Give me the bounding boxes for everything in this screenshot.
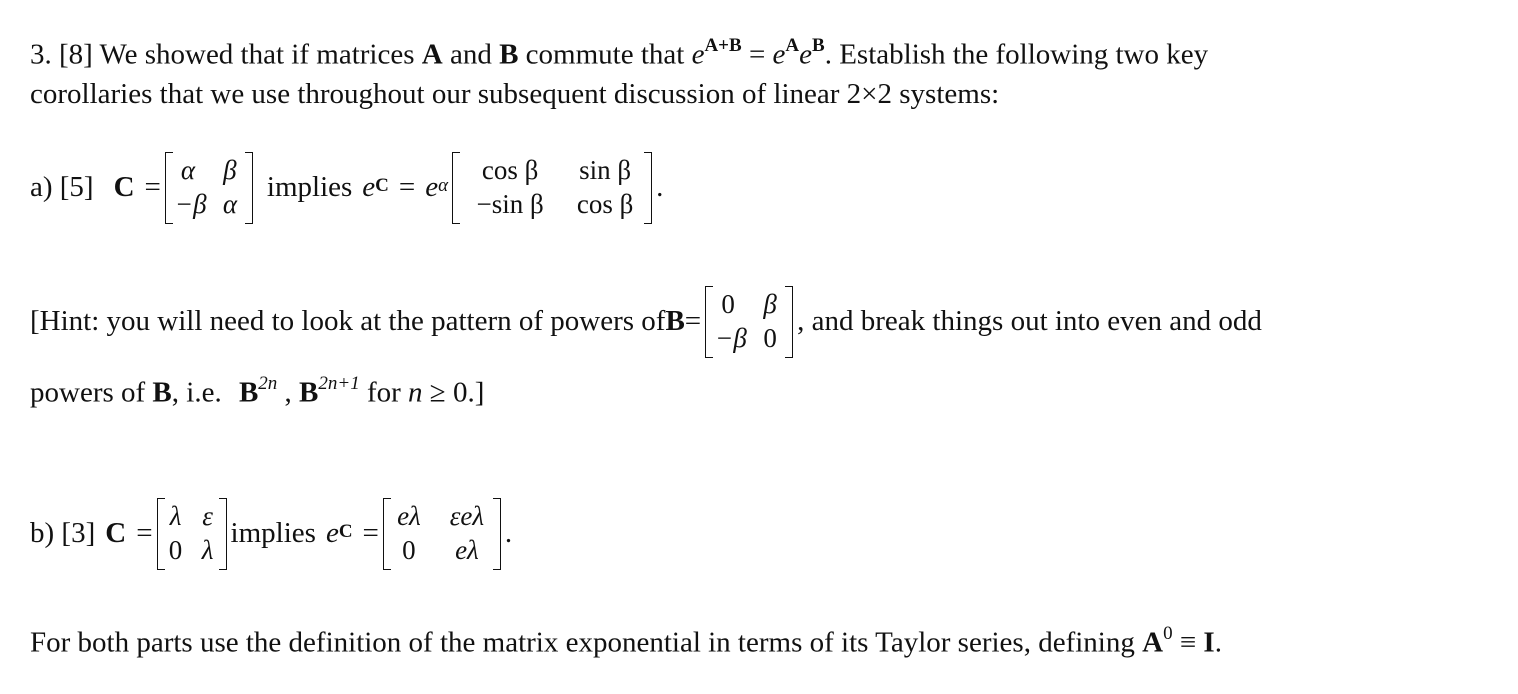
hint-line-1: [Hint: you will need to look at the pattern of powers of B = 0 β −β 0 , and break things out into even and odd (30, 286, 1262, 358)
rotation-matrix: cos β sin β −sin β cos β (452, 152, 652, 224)
problem-line-1: 3. [8] We showed that if matrices A and B commute that $e^{A+B} = e^Ae^B$. Establish the following two key (30, 35, 1209, 71)
footer-instruction: For both parts use the definition of the matrix exponential in terms of its Taylor series, defining $A^0 \equiv I$. (30, 623, 1222, 659)
matrix-alpha-beta: α β −β α (165, 152, 253, 224)
result-matrix: eλ εeλ 0 eλ (383, 498, 501, 570)
part-a-label: a) [5] (30, 171, 94, 204)
hint-line-2: powers of B, i.e. $B^{2n}$ , $B^{2n+1}$ for n ≥ 0.] (30, 373, 485, 409)
matrix-C-symbol: C (113, 171, 135, 204)
part-b-label: b) [3] (30, 517, 96, 550)
matrix-B: 0 β −β 0 (705, 286, 793, 358)
part-b: b) [3] C = λ ε 0 λ implies e $^C$ = eλ εeλ 0 eλ . (30, 498, 512, 570)
matrix-lambda: λ ε 0 λ (157, 498, 227, 570)
part-a: a) [5] C = α β −β α implies e $^C$ = e $^\alpha$ cos β sin β −sin β cos β . (30, 152, 663, 224)
problem-line-2: corollaries that we use throughout our subsequent discussion of linear 2×2 systems: (30, 78, 1000, 110)
